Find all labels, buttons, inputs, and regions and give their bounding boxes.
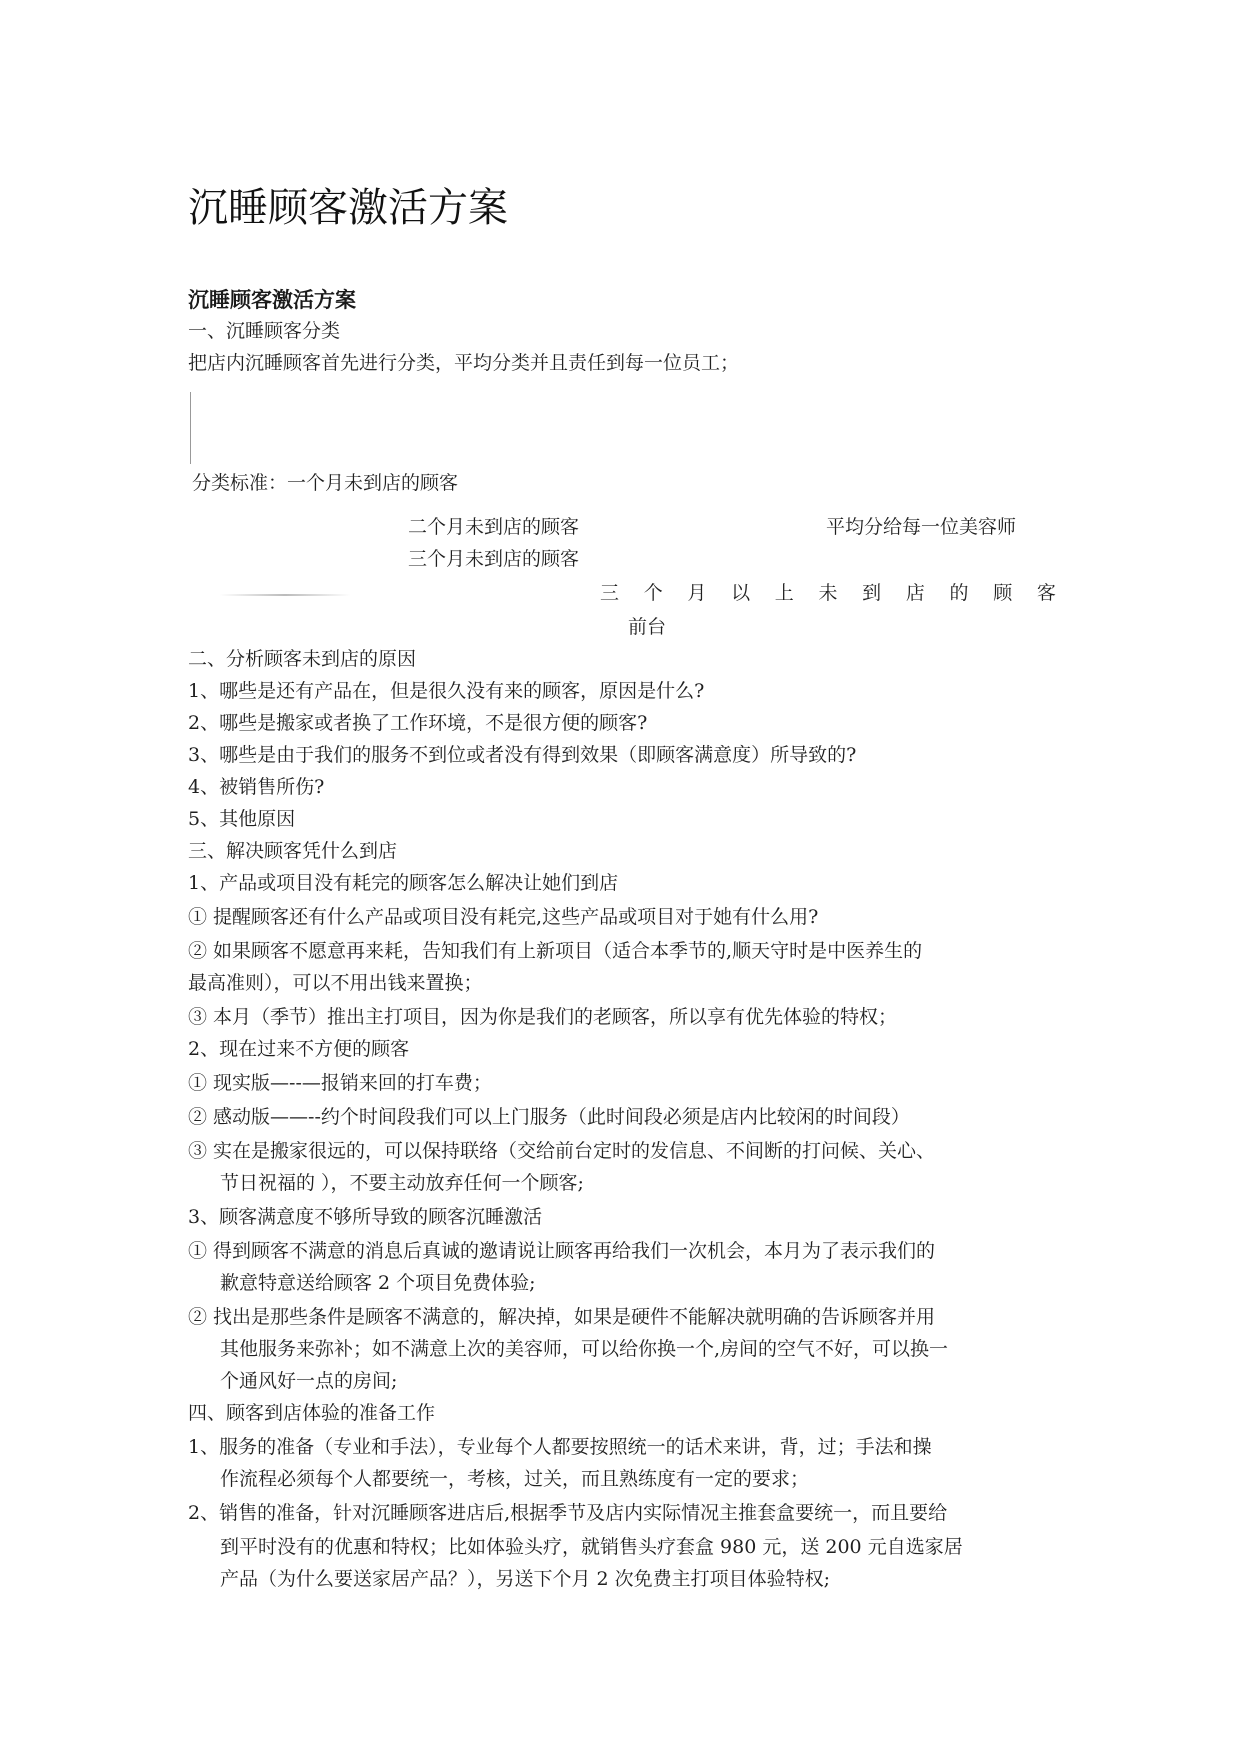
char: 到: [862, 582, 882, 604]
classification-over-three-month: [600, 578, 1056, 605]
char: 未: [818, 582, 838, 604]
classification-two-month: 二个月未到店的顾客: [408, 516, 580, 538]
preparation-item-cont: 到平时没有的优惠和特权；比如体验头疗，就销售头疗套盒 980 元，送 200 元自选家居: [220, 1536, 963, 1558]
char: 的: [949, 582, 969, 604]
classification-standard: 分类标准：一个月未到店的顾客: [192, 472, 459, 494]
preparation-item-cont: 产品（为什么要送家居产品？），另送下个月 2 次免费主打项目体验特权;: [220, 1568, 831, 1590]
solution-subitem: ③ 实在是搬家很远的，可以保持联络（交给前台定时的发信息、不间断的打问候、关心、: [188, 1140, 936, 1162]
document-title: 沉睡顾客激活方案: [188, 185, 508, 231]
preparation-item: 1、服务的准备（专业和手法），专业每个人都要按照统一的话术来讲，背，过；手法和操: [188, 1436, 932, 1458]
classification-assign-beauty: 平均分给每一位美容师: [826, 516, 1017, 538]
divider-horizontal: [220, 594, 350, 596]
char: 上: [774, 582, 794, 604]
reason-item: 5、其他原因: [188, 808, 296, 830]
heading-preparation: 四、顾客到店体验的准备工作: [188, 1402, 436, 1424]
section-title: 沉睡顾客激活方案: [188, 287, 356, 312]
solution-subitem: ③ 本月（季节）推出主打项目，因为你是我们的老顾客，所以享有优先体验的特权；: [188, 1006, 898, 1028]
reason-item: 1、哪些是还有产品在，但是很久没有来的顾客，原因是什么?: [188, 680, 705, 702]
solution-subitem: ② 如果顾客不愿意再来耗，告知我们有上新项目（适合本季节的,顺天守时是中医养生的: [188, 940, 923, 962]
char: 店: [905, 582, 925, 604]
char: 个: [643, 582, 663, 604]
solution-subitem: ② 感动版——--约个时间段我们可以上门服务（此时间段必须是店内比较闲的时间段）: [188, 1106, 910, 1128]
solution-subitem: ② 找出是那些条件是顾客不满意的，解决掉，如果是硬件不能解决就明确的告诉顾客并用: [188, 1306, 936, 1328]
solution-item: 2、现在过来不方便的顾客: [188, 1038, 410, 1060]
solution-item: 1、产品或项目没有耗完的顾客怎么解决让她们到店: [188, 872, 619, 894]
reason-item: 3、哪些是由于我们的服务不到位或者没有得到效果（即顾客满意度）所导致的?: [188, 744, 857, 766]
solution-subitem: ① 提醒顾客还有什么产品或项目没有耗完,这些产品或项目对于她有什么用?: [188, 906, 819, 928]
reason-item: 2、哪些是搬家或者换了工作环境，不是很方便的顾客?: [188, 712, 648, 734]
classification-three-month: 三个月未到店的顾客: [408, 548, 580, 570]
char: 以: [731, 582, 751, 604]
heading-reasons: 二、分析顾客未到店的原因: [188, 648, 417, 670]
solution-subitem-cont: 其他服务来弥补；如不满意上次的美容师，可以给你换一个,房间的空气不好，可以换一: [220, 1338, 949, 1360]
divider-vertical: [190, 392, 191, 464]
char: 顾: [993, 582, 1013, 604]
preparation-item: 2、销售的准备，针对沉睡顾客进店后,根据季节及店内实际情况主推套盒要统一，而且要给: [188, 1502, 948, 1524]
solution-subitem: ① 得到顾客不满意的消息后真诚的邀请说让顾客再给我们一次机会，本月为了表示我们的: [188, 1240, 936, 1262]
reason-item: 4、被销售所伤?: [188, 776, 325, 798]
solution-item: 3、顾客满意度不够所导致的顾客沉睡激活: [188, 1206, 543, 1228]
classification-front-desk: 前台: [628, 616, 667, 638]
solution-subitem-cont: 节日祝福的 ），不要主动放弃任何一个顾客;: [220, 1172, 584, 1194]
solution-subitem-cont: 歉意特意送给顾客 2 个项目免费体验;: [220, 1272, 536, 1294]
preparation-item-cont: 作流程必须每个人都要统一，考核，过关，而且熟练度有一定的要求；: [220, 1468, 810, 1490]
char: 月: [687, 582, 707, 604]
char: 三: [600, 582, 620, 604]
heading-solutions: 三、解决顾客凭什么到店: [188, 840, 398, 862]
solution-subitem: ① 现实版—--—报销来回的打车费；: [188, 1072, 492, 1094]
paragraph-classification: 把店内沉睡顾客首先进行分类，平均分类并且责任到每一位员工；: [188, 352, 740, 374]
char: 客: [1036, 582, 1056, 604]
heading-classification: 一、沉睡顾客分类: [188, 320, 341, 342]
solution-subitem-cont: 最高准则），可以不用出钱来置换；: [188, 972, 483, 994]
solution-subitem-cont: 个通风好一点的房间;: [220, 1370, 398, 1392]
